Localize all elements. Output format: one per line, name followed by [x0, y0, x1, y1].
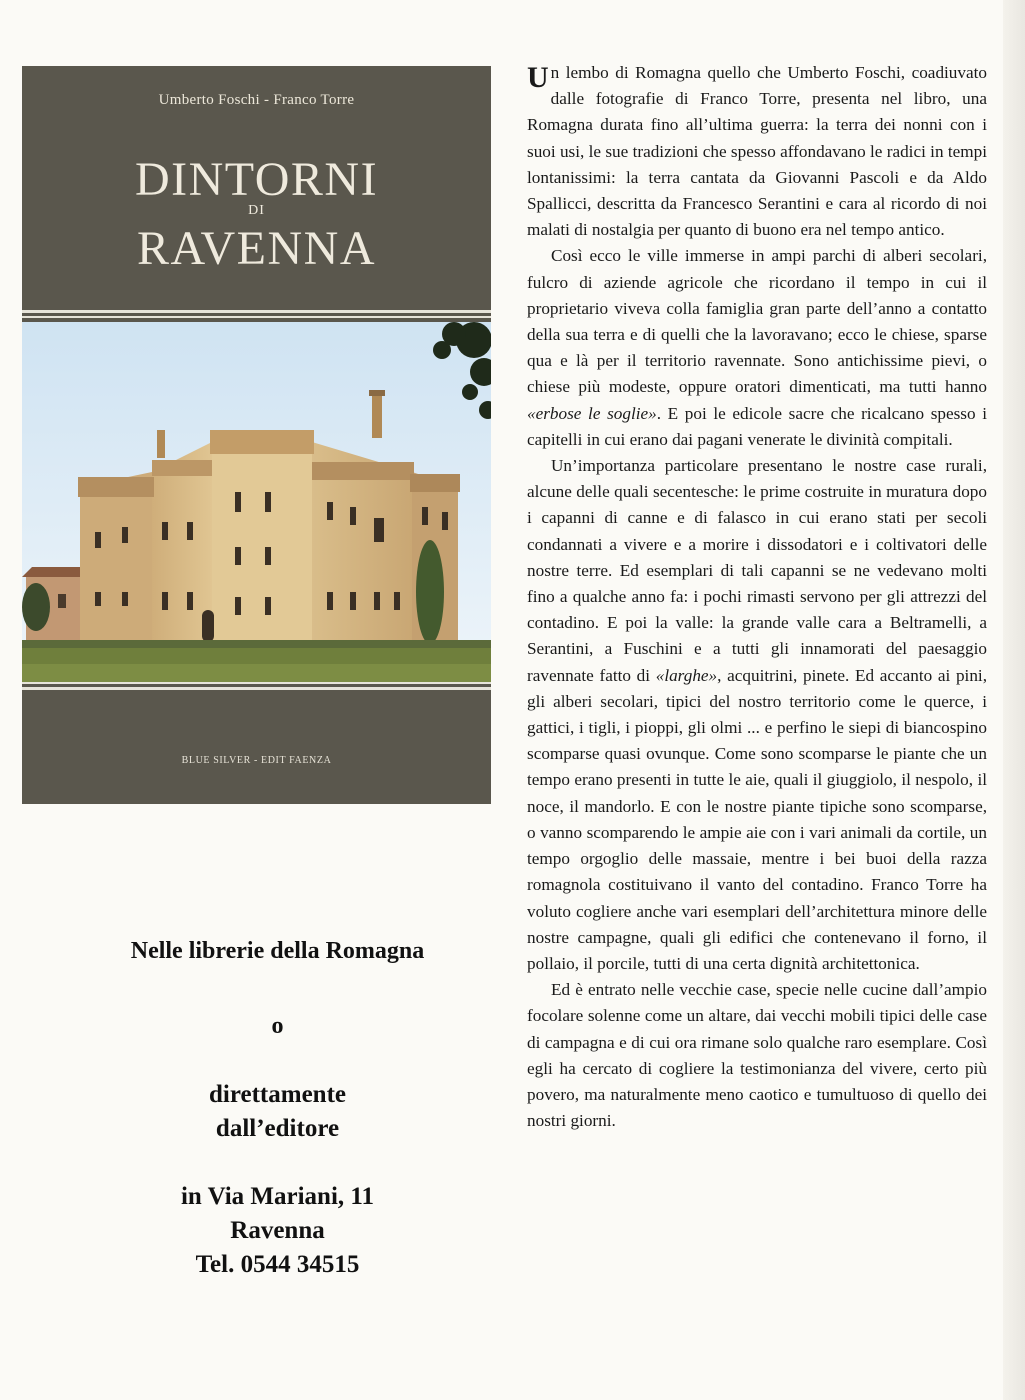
cover-title-line2: DI	[248, 203, 265, 218]
cover-title-line1: DINTORNI	[134, 153, 379, 206]
article-paragraph-3	[527, 453, 987, 977]
cover-publisher: BLUE SILVER - EDIT FAENZA	[181, 755, 332, 766]
availability-line: Nelle librerie della Romagna	[130, 938, 425, 964]
address-block	[60, 1180, 495, 1282]
paragraph-2-text-end: . E poi le edicole sacre che ricalcano spesso i capitelli in cui erano dai pagani venerate le divinità compitali.	[527, 403, 987, 449]
cover-rule-bottom-thin	[22, 682, 491, 684]
book-cover	[22, 66, 491, 804]
paragraph-1-text: n lembo di Romagna quello che Umberto Foschi, coadiuvato dalle fotografie di Franco Torre, presenta nel libro, una Romagna durata fino all’ultima guerra: la terra dei nonni con i suoi usi, le sue tradizioni che spesso affondavano le radici in tempi lontanissimi: la terra cantata da Giovanni Pascoli e da Aldo Spallicci, descritta da Francesco Serantini e cara al ricordo di noi malati di nostalgia per quanto di buono era nel tempo antico.	[527, 63, 987, 240]
quote-erbose-le-soglie: «erbose le soglie»	[527, 403, 657, 423]
publisher-direct-line1: direttamente	[209, 1081, 346, 1108]
paragraph-3-text: Un’importanza particolare presentano le nostre case rurali, alcune delle quali secentesche: le prime costruite in muratura dopo i capanni di canne e di falasco in cui erano stati per secoli condannati a vivere e a morire i dissodatori e i coltivatori delle nostre terre. Ed esemplari di tali capanni se ne vedevano molti fino a qualche anno fa: i pochi rimasti servono per gli attrezzi del contadino. E poi la valle: la grande valle cara a Beltramelli, a Serantini, a Fuschini e a tutti gli innamorati del paesaggio ravennate fatto di	[527, 456, 987, 685]
article-paragraph-1	[527, 60, 987, 243]
or-line: o	[271, 1013, 284, 1039]
cover-rule-top-thin	[22, 316, 491, 318]
cover-title-line3: RAVENNA	[137, 222, 376, 275]
page-edge	[1003, 0, 1025, 1400]
publisher-direct-block	[60, 1078, 495, 1146]
address-street: in Via Mariani, 11	[180, 1183, 375, 1210]
cover-authors: Umberto Foschi - Franco Torre	[158, 92, 355, 108]
address-phone: Tel. 0544 34515	[195, 1251, 360, 1278]
article-text	[527, 60, 987, 1134]
paragraph-2-text: Così ecco le ville immerse in ampi parchi di alberi secolari, fulcro di aziende agricole che ricordano il tempo in cui il proprietario viveva colla famiglia gran parte dell’anno a contatto della sua terra e di quelli che la lavoravano; ecco le chiese, sparse qua e là per il territorio ravennate. Sono antichissime pievi, o chiese più modeste, oppure oratori dimenticati, ma tutti hanno	[527, 246, 987, 397]
article-paragraph-2	[527, 243, 987, 453]
article-paragraph-4: Ed è entrato nelle vecchie case, specie nelle cucine dall’ampio focolare solenne come un altare, dai vecchi mobili tipici delle case di campagna e di cui ora rimane solo qualche raro esemplare. Così egli ha cercato di cogliere la testimonianza del vivere, certo più povero, ma naturalmente meno caotico e tumultuoso di quello dei nostri giorni.	[527, 980, 987, 1131]
quote-larghe: «larghe»	[655, 665, 718, 685]
publisher-direct-line2: dall’editore	[215, 1115, 340, 1142]
castle-photo	[22, 322, 491, 682]
drop-cap: U	[527, 61, 549, 94]
cover-rule-bottom	[22, 687, 491, 690]
paragraph-3-text-end: , acquitrini, pinete. Ed accanto ai pini, gli alberi secolari, tipici del nostro territorio come le querce, i gattici, i tigli, i pioppi, gli olmi ... e perfino le siepi di biancospino scomparse quasi ovunque. Come sono scomparse le piante che un tempo erano presenti in tutte le aie, quali il giuggiolo, il nespolo, il noce, il mandorlo. E con le nostre piante tipiche sono scomparse, o vanno scomparendo le ampie aie con i vari animali da cortile, un tempo orgoglio delle massaie, mentre i bei buoi della razza romagnola costituivano il vanto del contadino. Franco Torre ha voluto cogliere anche vari esemplari dell’architettura minore delle nostre campagne, quali gli edifici che contenevano il forno, il pollaio, il porcile, tutti di una certa dignità architettonica.	[527, 665, 987, 973]
cover-rule-top	[22, 310, 491, 313]
address-city: Ravenna	[230, 1217, 325, 1244]
